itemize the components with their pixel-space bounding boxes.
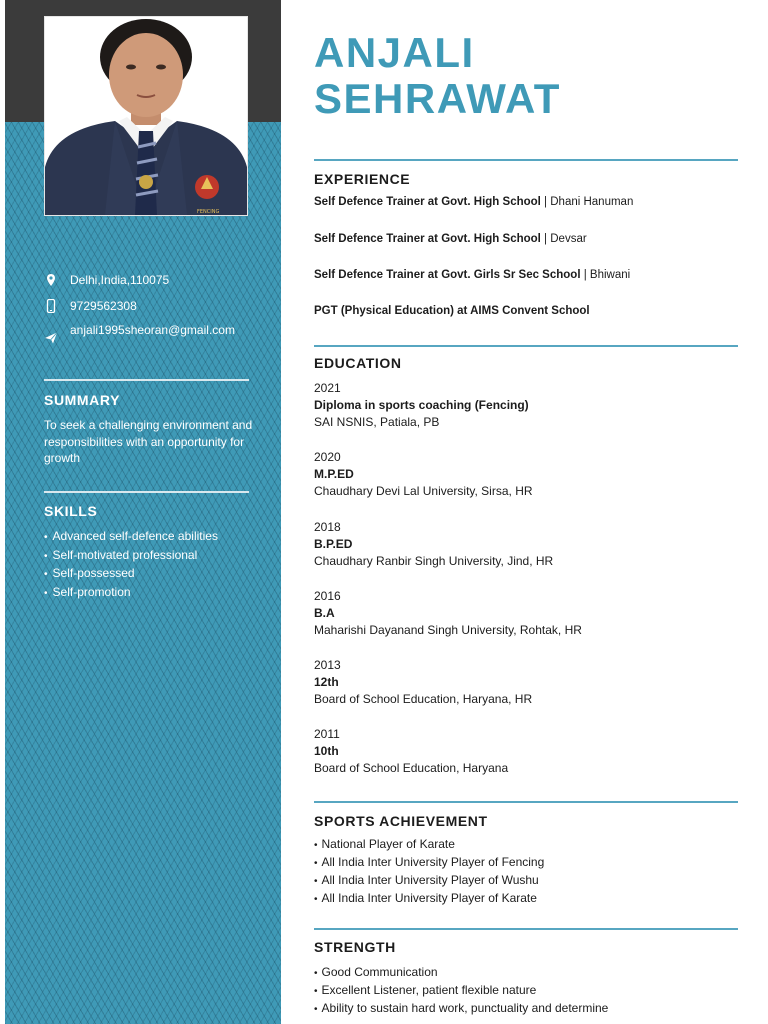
sports-heading: SPORTS ACHIEVEMENT xyxy=(314,813,488,829)
experience-heading: EXPERIENCE xyxy=(314,171,411,187)
education-item xyxy=(314,588,582,639)
experience-role: Self Defence Trainer at Govt. High School xyxy=(314,196,541,208)
education-year: 2016 xyxy=(314,589,341,603)
experience-item xyxy=(314,196,633,208)
paper-plane-icon xyxy=(44,331,58,345)
education-institution: Chaudhary Ranbir Singh University, Jind, HR xyxy=(314,554,554,568)
skills-list xyxy=(44,528,218,602)
experience-place: | Dhani Hanuman xyxy=(540,196,634,208)
experience-place: | Bhiwani xyxy=(580,269,631,281)
sidebar-divider xyxy=(44,379,249,381)
profile-photo xyxy=(44,16,248,216)
education-year: 2011 xyxy=(314,727,340,741)
education-year: 2020 xyxy=(314,450,341,464)
sports-item: • All India Inter University Player of Fencing xyxy=(314,854,544,872)
first-name: ANJALI xyxy=(314,29,475,76)
education-item xyxy=(314,726,508,777)
education-degree: 12th xyxy=(314,675,339,689)
contact-phone xyxy=(44,298,240,314)
sidebar xyxy=(5,0,281,1024)
education-degree: M.P.ED xyxy=(314,467,354,481)
education-item xyxy=(314,519,553,570)
strength-item: • Good Communication xyxy=(314,964,608,982)
experience-place: | Devsar xyxy=(540,233,587,245)
section-divider xyxy=(314,928,738,930)
email-link[interactable]: anjali1995sheoran@gmail.com xyxy=(70,323,235,337)
last-name: SEHRAWAT xyxy=(314,75,561,122)
education-item xyxy=(314,657,532,708)
location-text: Delhi,India,110075 xyxy=(70,273,170,287)
mobile-phone-icon xyxy=(44,299,58,313)
skill-item: • Advanced self-defence abilities xyxy=(44,528,218,547)
education-item xyxy=(314,449,533,500)
education-degree: B.P.ED xyxy=(314,537,353,551)
candidate-name xyxy=(314,30,561,122)
experience-role: Self Defence Trainer at Govt. Girls Sr Sec School xyxy=(314,269,581,281)
sports-item: • All India Inter University Player of Karate xyxy=(314,890,544,908)
contact-location xyxy=(44,272,240,288)
contact-email xyxy=(44,322,240,345)
skills-heading: SKILLS xyxy=(44,503,98,519)
education-institution: SAI NSNIS, Patiala, PB xyxy=(314,415,440,429)
skill-item: • Self-possessed xyxy=(44,565,218,584)
experience-item xyxy=(314,269,630,281)
education-degree: Diploma in sports coaching (Fencing) xyxy=(314,398,529,412)
education-year: 2018 xyxy=(314,520,341,534)
education-institution: Board of School Education, Haryana, HR xyxy=(314,692,533,706)
skill-item: • Self-promotion xyxy=(44,584,218,603)
summary-heading: SUMMARY xyxy=(44,392,121,408)
sports-item: • National Player of Karate xyxy=(314,836,544,854)
education-year: 2021 xyxy=(314,381,341,395)
section-divider xyxy=(314,801,738,803)
strength-item: • Excellent Listener, patient flexible nature xyxy=(314,982,608,1000)
education-item xyxy=(314,380,529,431)
svg-text:FENCING: FENCING xyxy=(197,209,220,215)
phone-text[interactable]: 9729562308 xyxy=(70,299,137,313)
experience-item xyxy=(314,305,590,317)
section-divider xyxy=(314,159,738,161)
education-institution: Chaudhary Devi Lal University, Sirsa, HR xyxy=(314,484,533,498)
experience-role: PGT (Physical Education) at AIMS Convent School xyxy=(314,305,590,317)
education-year: 2013 xyxy=(314,658,341,672)
education-institution: Board of School Education, Haryana xyxy=(314,761,509,775)
education-institution: Maharishi Dayanand Singh University, Rohtak, HR xyxy=(314,623,582,637)
section-divider xyxy=(314,345,738,347)
strength-heading: STRENGTH xyxy=(314,939,396,955)
strength-item: • Ability to sustain hard work, punctuality and determine xyxy=(314,1000,608,1018)
education-degree: 10th xyxy=(314,744,339,758)
sidebar-divider xyxy=(44,491,249,493)
education-heading: EDUCATION xyxy=(314,355,402,371)
summary-text: To seek a challenging environment and responsibilities with an opportunity for growth xyxy=(44,418,253,465)
sports-list xyxy=(314,836,544,908)
map-pin-icon xyxy=(44,273,58,287)
skill-item: • Self-motivated professional xyxy=(44,547,218,566)
experience-item xyxy=(314,233,587,245)
strength-list xyxy=(314,964,608,1018)
experience-role: Self Defence Trainer at Govt. High School xyxy=(314,233,541,245)
sports-item: • All India Inter University Player of Wushu xyxy=(314,872,544,890)
education-degree: B.A xyxy=(314,606,335,620)
